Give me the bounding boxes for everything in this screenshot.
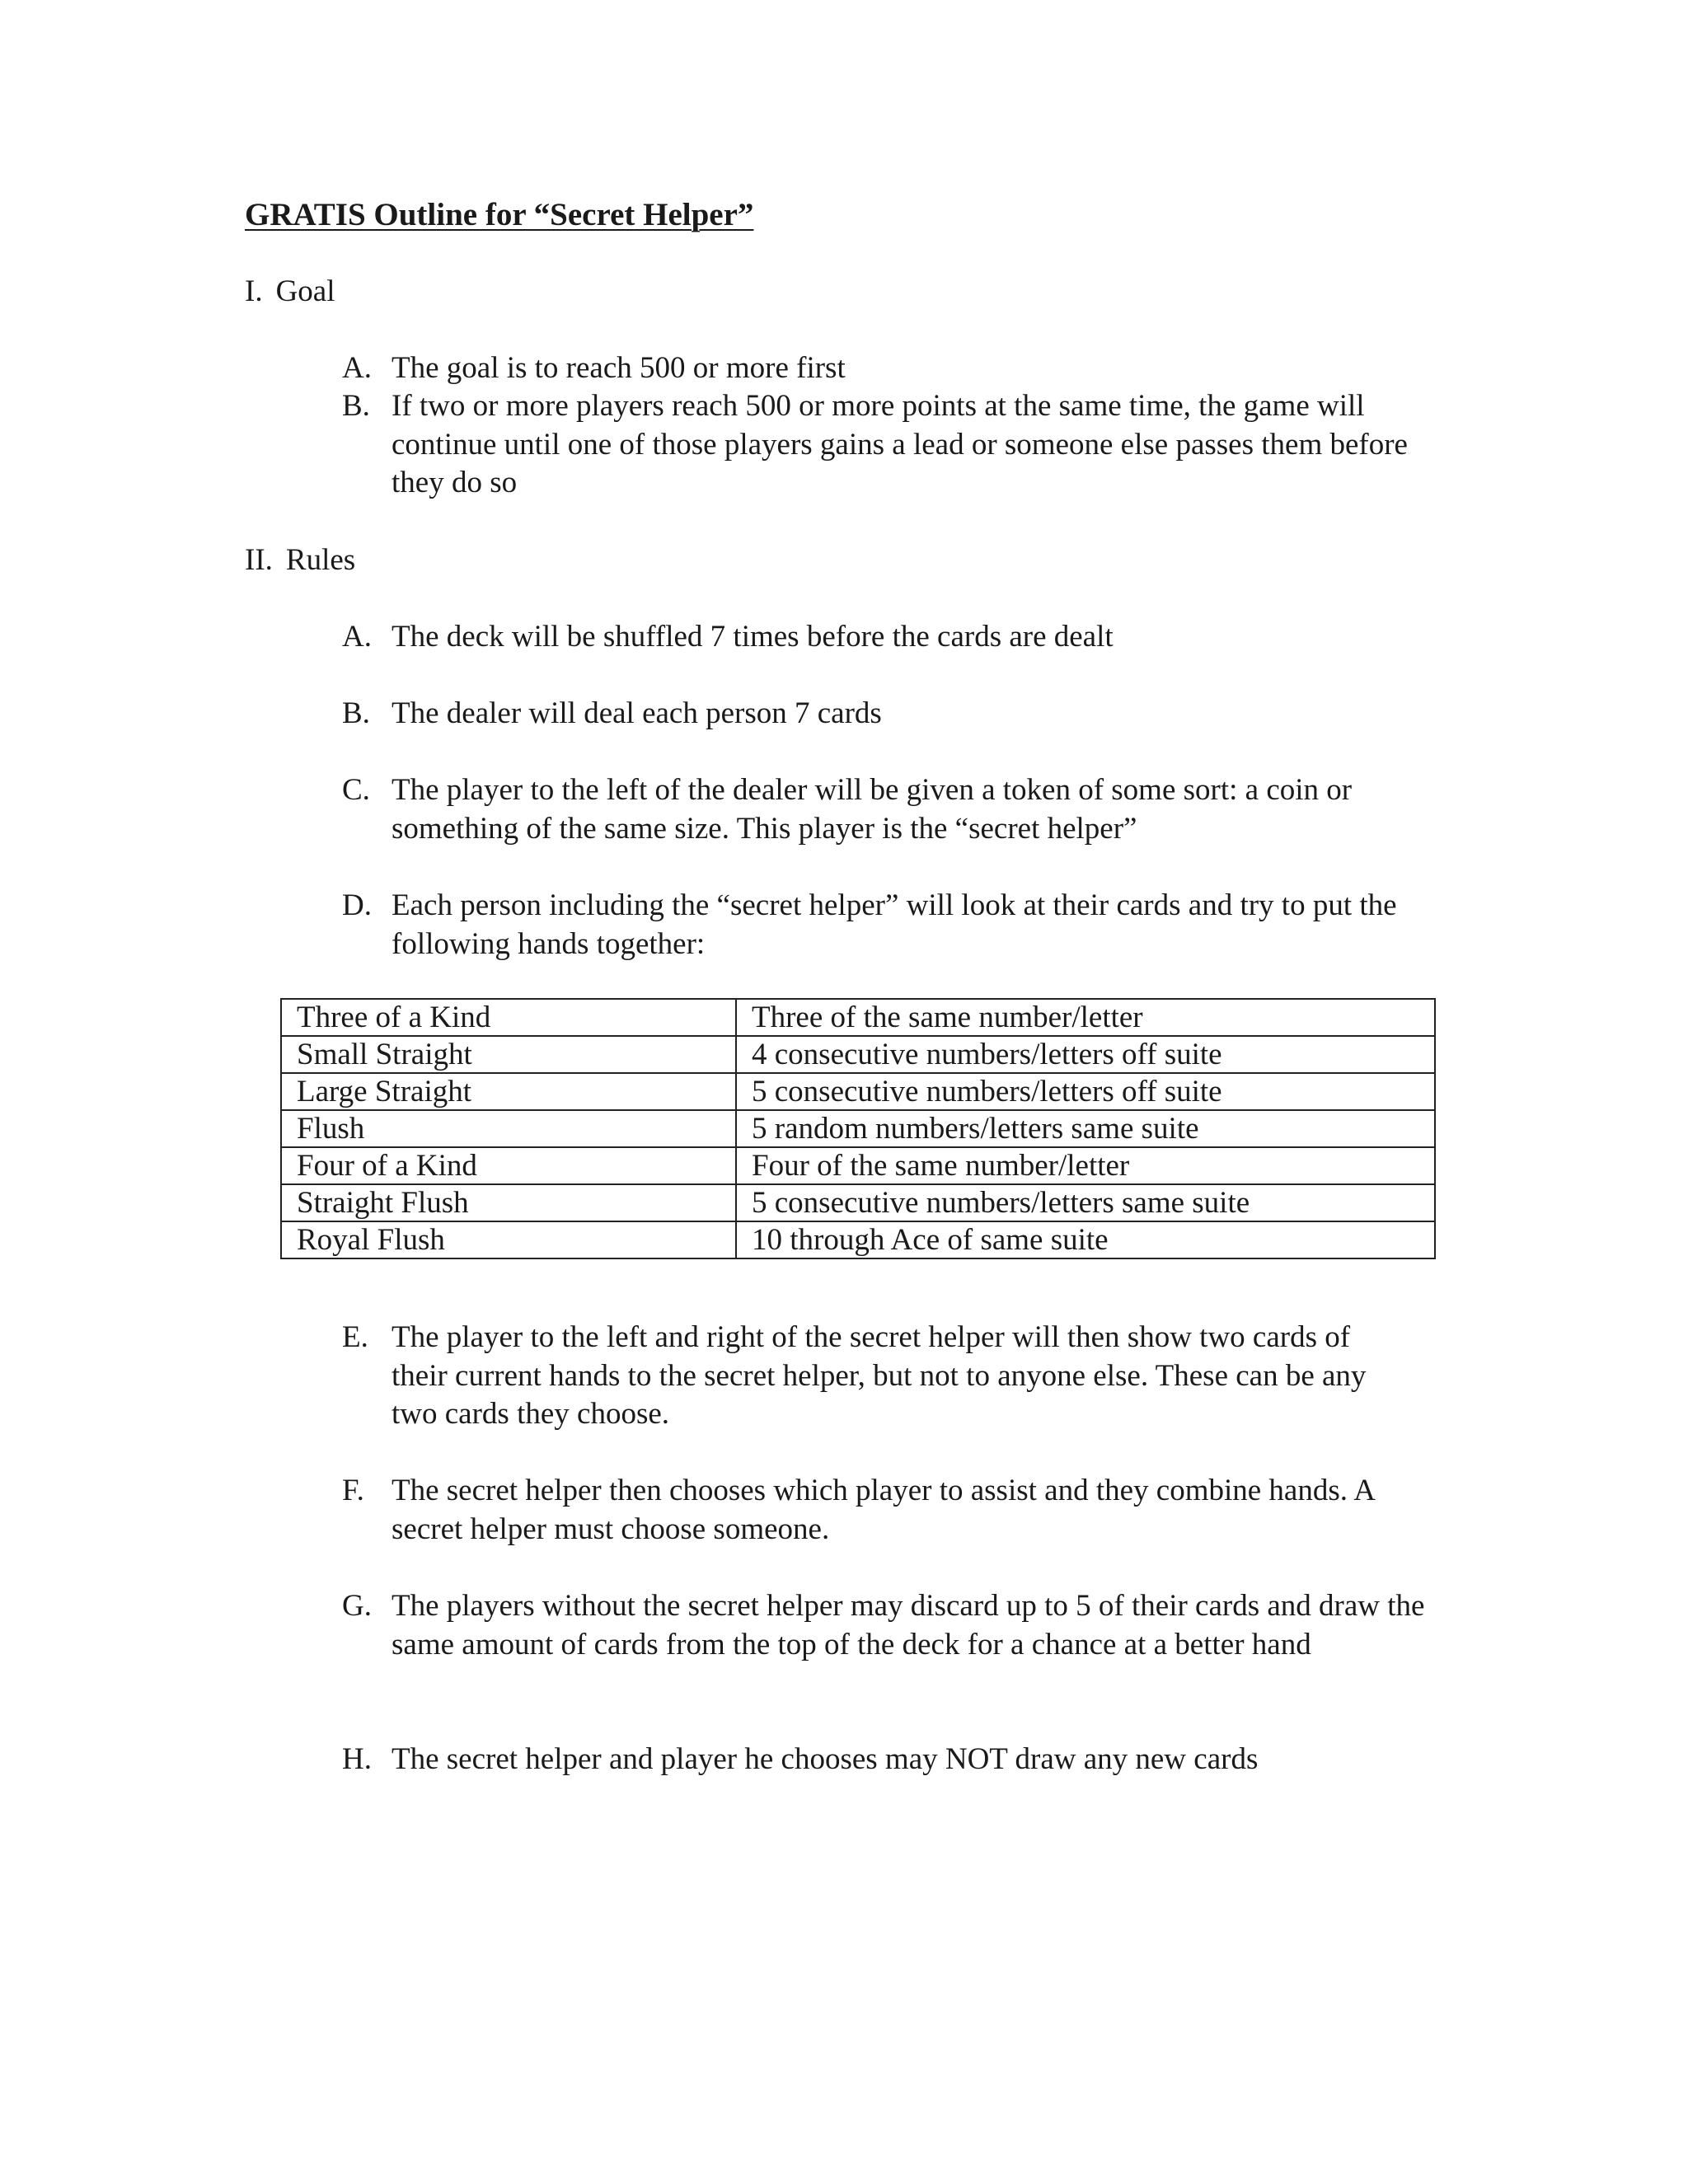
item-letter: H. [342, 1742, 372, 1776]
section-goal-heading [245, 274, 335, 309]
item-letter: A. [342, 351, 372, 385]
item-letter: E. [342, 1320, 368, 1354]
section-heading: Rules [285, 543, 356, 577]
item-letter: B. [342, 389, 370, 423]
table-row [281, 999, 1435, 1036]
list-item-rules-a [342, 618, 1447, 657]
item-text: The players without the secret helper may discard up to 5 of their cards and draw the same amount of cards from the top of the deck for a chance at a better hand [392, 1589, 1425, 1661]
item-text: The secret helper and player he chooses may NOT draw any new cards [392, 1742, 1259, 1776]
table-row [281, 1184, 1435, 1221]
item-text: The dealer will deal each person 7 cards [392, 696, 882, 730]
table-row [281, 1073, 1435, 1110]
list-item-goal-b [342, 387, 1430, 503]
hand-description-cell: Four of the same number/letter [736, 1147, 1435, 1184]
hand-name-cell: Four of a Kind [281, 1147, 736, 1184]
hand-description-cell: Three of the same number/letter [736, 999, 1435, 1036]
table-row [281, 1110, 1435, 1147]
section-rules-heading [245, 542, 355, 578]
hand-name-cell: Flush [281, 1110, 736, 1147]
section-number: II. [245, 543, 273, 577]
item-letter: F. [342, 1474, 364, 1507]
hand-name-cell: Small Straight [281, 1036, 736, 1073]
list-item-rules-b [342, 695, 1447, 733]
hand-description-cell: 4 consecutive numbers/letters off suite [736, 1036, 1435, 1073]
list-item-rules-g [342, 1587, 1430, 1664]
hand-name-cell: Three of a Kind [281, 999, 736, 1036]
item-letter: D. [342, 888, 372, 922]
item-text: The player to the left of the dealer will be given a token of some sort: a coin or something of the same size. This player is the “secret helper” [392, 773, 1353, 846]
table-row [281, 1221, 1435, 1258]
table-row [281, 1036, 1435, 1073]
item-text: The deck will be shuffled 7 times before the cards are dealt [392, 620, 1114, 654]
document-title: GRATIS Outline for “Secret Helper” [245, 197, 754, 232]
item-text: The goal is to reach 500 or more first [392, 351, 846, 385]
hand-name-cell: Large Straight [281, 1073, 736, 1110]
hand-name-cell: Royal Flush [281, 1221, 736, 1258]
hand-description-cell: 5 consecutive numbers/letters same suite [736, 1184, 1435, 1221]
list-item-rules-d [342, 887, 1414, 963]
list-item-rules-f [342, 1472, 1414, 1549]
hand-description-cell: 5 random numbers/letters same suite [736, 1110, 1435, 1147]
item-text: The secret helper then chooses which player to assist and they combine hands. A secret helper must choose someone. [392, 1474, 1374, 1546]
table-row [281, 1147, 1435, 1184]
section-heading: Goal [275, 274, 335, 308]
list-item-rules-h [342, 1741, 1447, 1779]
item-text: The player to the left and right of the secret helper will then show two cards of their current hands to the secret helper, but not to anyone else. These can be any two cards they choose. [392, 1320, 1367, 1431]
item-letter: B. [342, 696, 370, 730]
list-item-rules-c [342, 771, 1405, 848]
item-letter: C. [342, 773, 370, 807]
item-letter: G. [342, 1589, 372, 1623]
list-item-goal-a [342, 349, 1447, 388]
hands-table [280, 998, 1436, 1259]
list-item-rules-e [342, 1319, 1414, 1434]
item-text: If two or more players reach 500 or more points at the same time, the game will continue until one of those players gains a lead or someone else passes them before they do so [392, 389, 1408, 499]
hand-description-cell: 5 consecutive numbers/letters off suite [736, 1073, 1435, 1110]
hand-name-cell: Straight Flush [281, 1184, 736, 1221]
section-number: I. [245, 274, 263, 308]
hand-description-cell: 10 through Ace of same suite [736, 1221, 1435, 1258]
item-text: Each person including the “secret helper” will look at their cards and try to put the following hands together: [392, 888, 1397, 961]
item-letter: A. [342, 620, 372, 654]
